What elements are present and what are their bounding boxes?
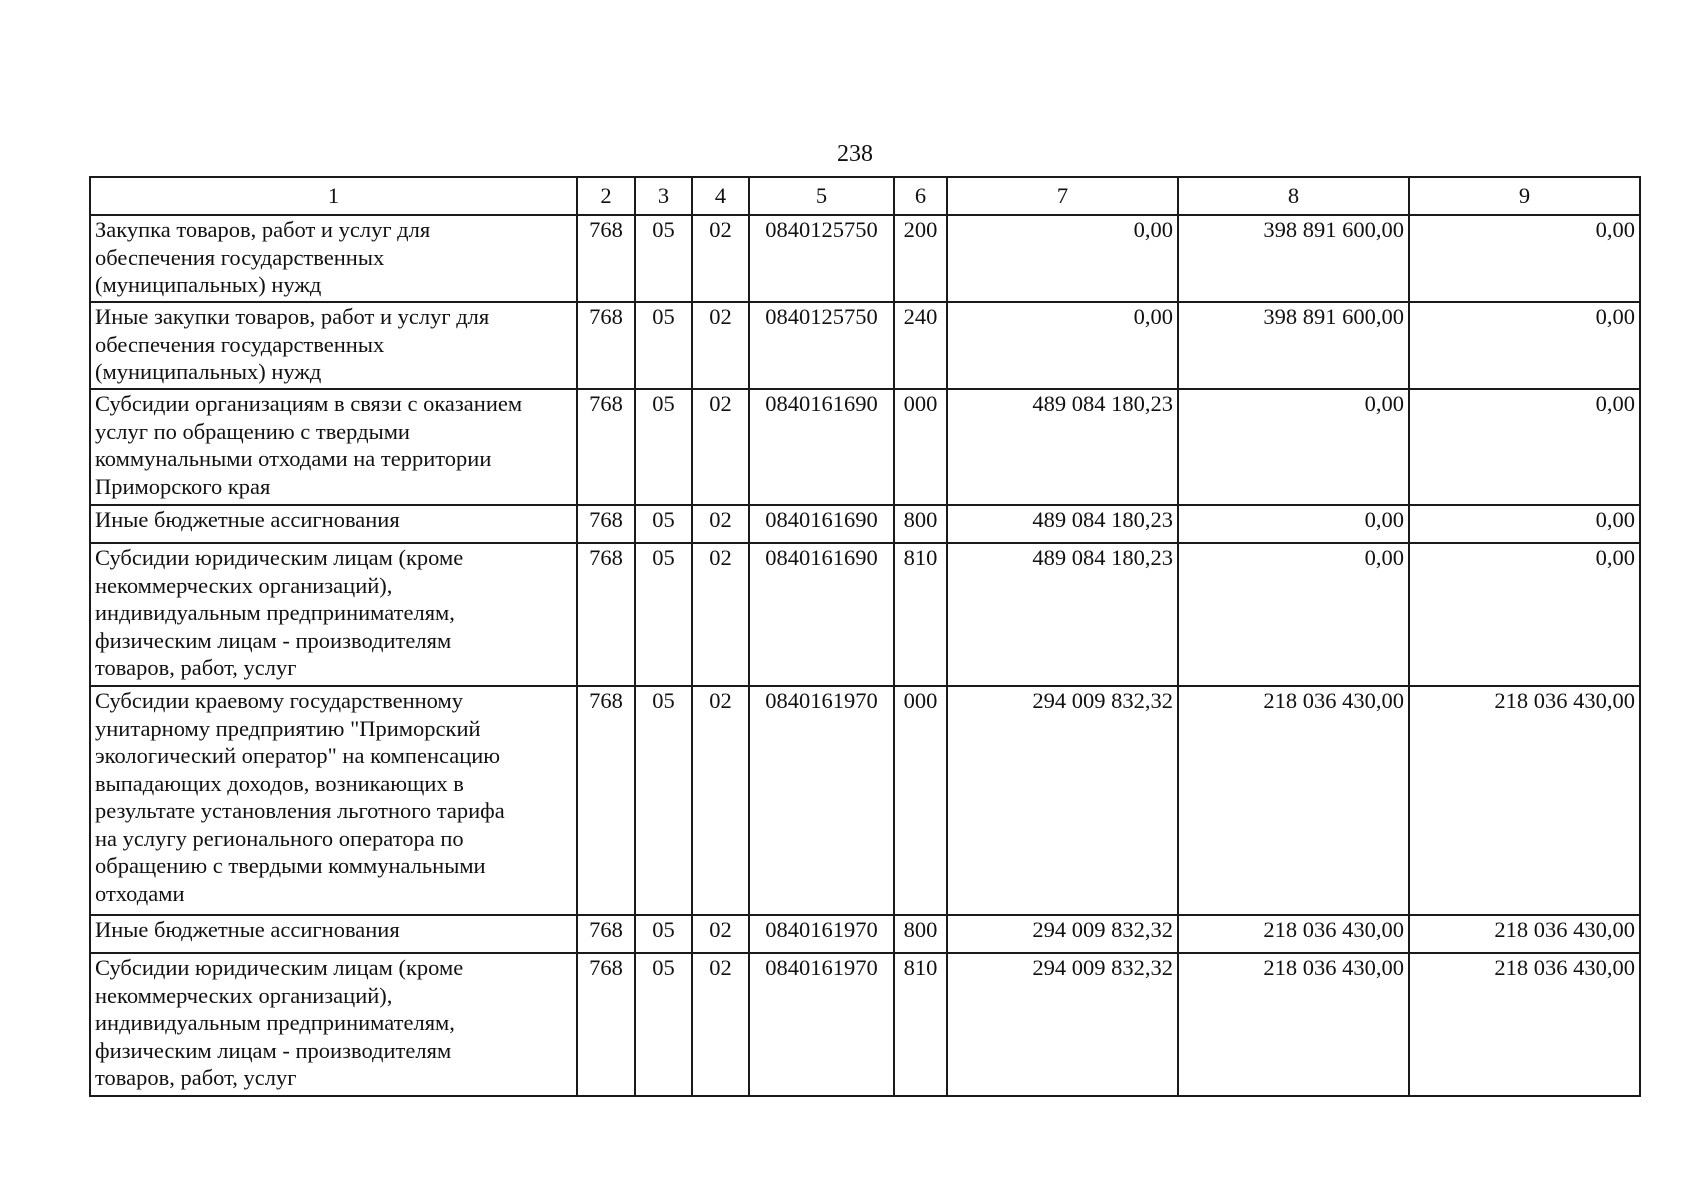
- row-name-cell: [90, 543, 577, 686]
- amount-cell-c7: 294 009 832,32: [947, 686, 1178, 915]
- row-name-line: услуг по обращению с твердыми: [95, 418, 410, 444]
- table-row: [90, 505, 1640, 543]
- code-cell-c5: 0840161970: [749, 915, 894, 953]
- amount-cell-c7: 489 084 180,23: [947, 389, 1178, 505]
- row-name-cell: [90, 389, 577, 505]
- code-cell-c3: 05: [635, 389, 692, 505]
- header-cell: 7: [947, 177, 1178, 215]
- code-cell-c4: 02: [692, 915, 749, 953]
- table-row: [90, 953, 1640, 1096]
- amount-cell-c8: 0,00: [1178, 389, 1409, 505]
- code-cell-c4: 02: [692, 389, 749, 505]
- row-name-line: Иные бюджетные ассигнования: [95, 917, 400, 942]
- table-row: [90, 215, 1640, 302]
- amount-cell-c9: 218 036 430,00: [1409, 953, 1640, 1096]
- code-cell-c2: 768: [577, 686, 635, 915]
- code-cell-c6: 200: [894, 215, 947, 302]
- code-cell-c3: 05: [635, 543, 692, 686]
- code-cell-c2: 768: [577, 505, 635, 543]
- code-cell-c6: 810: [894, 953, 947, 1096]
- header-cell: 8: [1178, 177, 1409, 215]
- code-cell-c4: 02: [692, 302, 749, 389]
- row-name-line: унитарному предприятию "Приморский: [95, 715, 481, 741]
- code-cell-c5: 0840125750: [749, 215, 894, 302]
- amount-cell-c9: 0,00: [1409, 302, 1640, 389]
- code-cell-c2: 768: [577, 389, 635, 505]
- row-name-line: некоммерческих организаций),: [95, 572, 393, 598]
- row-name-cell: [90, 915, 577, 953]
- code-cell-c5: 0840161690: [749, 505, 894, 543]
- code-cell-c6: 810: [894, 543, 947, 686]
- row-name-line: (муниципальных) нужд: [95, 272, 322, 297]
- budget-table: [89, 176, 1641, 1097]
- row-name-line: на услугу регионального оператора по: [95, 825, 464, 851]
- amount-cell-c8: 0,00: [1178, 505, 1409, 543]
- table-row: [90, 686, 1640, 915]
- amount-cell-c7: 0,00: [947, 215, 1178, 302]
- header-cell: 3: [635, 177, 692, 215]
- row-name-line: отходами: [95, 880, 185, 906]
- code-cell-c3: 05: [635, 953, 692, 1096]
- code-cell-c3: 05: [635, 215, 692, 302]
- amount-cell-c8: 398 891 600,00: [1178, 215, 1409, 302]
- amount-cell-c9: 0,00: [1409, 543, 1640, 686]
- code-cell-c5: 0840161970: [749, 686, 894, 915]
- row-name-line: товаров, работ, услуг: [95, 655, 297, 680]
- amount-cell-c9: 0,00: [1409, 505, 1640, 543]
- row-name-cell: [90, 215, 577, 302]
- code-cell-c4: 02: [692, 543, 749, 686]
- amount-cell-c9: 218 036 430,00: [1409, 915, 1640, 953]
- code-cell-c2: 768: [577, 302, 635, 389]
- amount-cell-c8: 398 891 600,00: [1178, 302, 1409, 389]
- row-name-line: коммунальными отходами на территории: [95, 446, 492, 471]
- table-body: [90, 177, 1640, 1096]
- row-name-line: физическим лицам - производителям: [95, 1037, 452, 1063]
- row-name-cell: [90, 953, 577, 1096]
- amount-cell-c9: 0,00: [1409, 389, 1640, 505]
- header-cell: 9: [1409, 177, 1640, 215]
- table-row: [90, 543, 1640, 686]
- row-name-cell: [90, 686, 577, 915]
- code-cell-c5: 0840125750: [749, 302, 894, 389]
- row-name-line: выпадающих доходов, возникающих в: [95, 770, 464, 796]
- row-name-line: обращению с твердыми коммунальными: [95, 853, 486, 878]
- amount-cell-c8: 218 036 430,00: [1178, 953, 1409, 1096]
- amount-cell-c8: 0,00: [1178, 543, 1409, 686]
- amount-cell-c9: 218 036 430,00: [1409, 686, 1640, 915]
- row-name-line: результате установления льготного тарифа: [95, 798, 505, 823]
- row-name-line: товаров, работ, услуг: [95, 1065, 297, 1090]
- table-row: [90, 302, 1640, 389]
- header-cell: 6: [894, 177, 947, 215]
- row-name-line: физическим лицам - производителям: [95, 627, 452, 653]
- table-row: [90, 389, 1640, 505]
- code-cell-c6: 000: [894, 389, 947, 505]
- row-name-line: Приморского края: [95, 473, 271, 499]
- amount-cell-c8: 218 036 430,00: [1178, 686, 1409, 915]
- header-cell: 1: [90, 177, 577, 215]
- row-name-cell: [90, 505, 577, 543]
- amount-cell-c7: 294 009 832,32: [947, 915, 1178, 953]
- row-name-line: Закупка товаров, работ и услуг для: [95, 217, 431, 242]
- header-cell: 2: [577, 177, 635, 215]
- row-name-line: экологический оператор" на компенсацию: [95, 743, 501, 768]
- row-name-line: индивидуальным предпринимателям,: [95, 1010, 455, 1035]
- code-cell-c2: 768: [577, 915, 635, 953]
- code-cell-c6: 240: [894, 302, 947, 389]
- row-name-line: индивидуальным предпринимателям,: [95, 600, 455, 625]
- code-cell-c4: 02: [692, 505, 749, 543]
- row-name-line: Субсидии юридическим лицам (кроме: [95, 955, 464, 980]
- row-name-line: Иные бюджетные ассигнования: [95, 507, 400, 532]
- amount-cell-c7: 294 009 832,32: [947, 953, 1178, 1096]
- code-cell-c3: 05: [635, 302, 692, 389]
- row-name-cell: [90, 302, 577, 389]
- amount-cell-c7: 0,00: [947, 302, 1178, 389]
- row-name-line: Субсидии юридическим лицам (кроме: [95, 545, 464, 570]
- code-cell-c3: 05: [635, 915, 692, 953]
- amount-cell-c7: 489 084 180,23: [947, 505, 1178, 543]
- header-row: [90, 177, 1640, 215]
- row-name-line: обеспечения государственных: [95, 244, 385, 270]
- row-name-line: обеспечения государственных: [95, 331, 385, 357]
- header-cell: 5: [749, 177, 894, 215]
- table-row: [90, 915, 1640, 953]
- row-name-line: Иные закупки товаров, работ и услуг для: [95, 304, 490, 329]
- row-name-line: Субсидии организациям в связи с оказанием: [95, 391, 523, 416]
- code-cell-c6: 000: [894, 686, 947, 915]
- code-cell-c4: 02: [692, 686, 749, 915]
- code-cell-c6: 800: [894, 915, 947, 953]
- code-cell-c6: 800: [894, 505, 947, 543]
- code-cell-c3: 05: [635, 505, 692, 543]
- code-cell-c4: 02: [692, 215, 749, 302]
- page-number: 238: [837, 141, 873, 167]
- code-cell-c5: 0840161690: [749, 389, 894, 505]
- row-name-line: Субсидии краевому государственному: [95, 688, 463, 713]
- amount-cell-c7: 489 084 180,23: [947, 543, 1178, 686]
- header-cell: 4: [692, 177, 749, 215]
- code-cell-c2: 768: [577, 543, 635, 686]
- row-name-line: (муниципальных) нужд: [95, 359, 322, 384]
- code-cell-c5: 0840161970: [749, 953, 894, 1096]
- amount-cell-c8: 218 036 430,00: [1178, 915, 1409, 953]
- row-name-line: некоммерческих организаций),: [95, 982, 393, 1008]
- code-cell-c4: 02: [692, 953, 749, 1096]
- code-cell-c3: 05: [635, 686, 692, 915]
- code-cell-c2: 768: [577, 953, 635, 1096]
- amount-cell-c9: 0,00: [1409, 215, 1640, 302]
- code-cell-c2: 768: [577, 215, 635, 302]
- code-cell-c5: 0840161690: [749, 543, 894, 686]
